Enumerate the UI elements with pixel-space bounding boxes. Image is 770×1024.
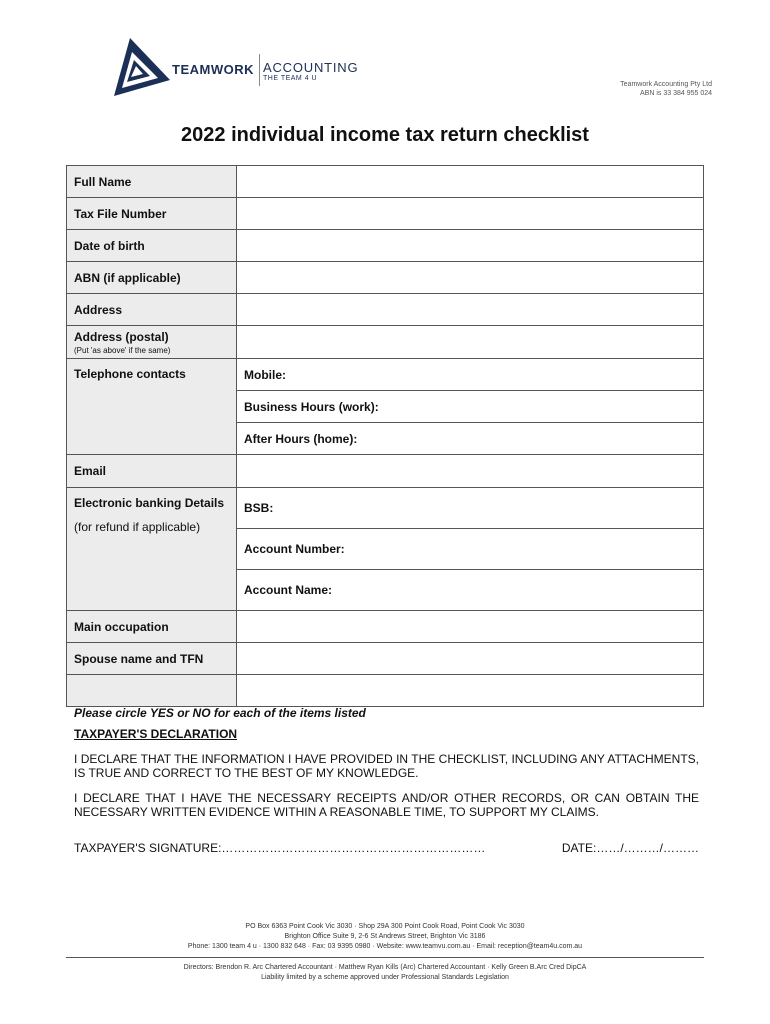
date-field[interactable]: DATE:……/………/……… (561, 841, 699, 855)
company-abn: ABN is 33 384 955 024 (640, 90, 712, 97)
banking-note: (for refund if applicable) (74, 520, 201, 534)
mobile-field[interactable]: Mobile: (237, 359, 704, 391)
tfn-label: Tax File Number (67, 198, 237, 230)
bsb-field[interactable]: BSB: (237, 488, 704, 529)
triangle-logo-icon (112, 36, 172, 100)
table-row (67, 643, 704, 675)
signature-field[interactable]: TAXPAYER'S SIGNATURE:………………………………………………………… (74, 841, 486, 855)
dob-field[interactable] (237, 230, 704, 262)
email-field[interactable] (237, 455, 704, 488)
table-row (67, 611, 704, 643)
logo-divider (259, 54, 260, 86)
declaration-heading: TAXPAYER'S DECLARATION (74, 727, 238, 741)
tfn-field[interactable] (237, 198, 704, 230)
spouse-field[interactable] (237, 643, 704, 675)
page-title: 2022 individual income tax return checklist (181, 124, 589, 146)
table-row (67, 294, 704, 326)
postal-address-field[interactable] (237, 326, 704, 359)
table-row (67, 262, 704, 294)
full-name-label: Full Name (67, 166, 237, 198)
table-row (67, 675, 704, 707)
declaration-paragraph-1: I DECLARE THAT THE INFORMATION I HAVE PROVIDED IN THE CHECKLIST, INCLUDING ANY ATTACHMENTS, IS TRUE AND CORRECT TO THE BEST OF MY KNOWLEDGE. (74, 752, 699, 780)
telephone-label: Telephone contacts (67, 359, 237, 455)
table-row (67, 326, 704, 359)
company-logo (112, 36, 362, 100)
table-row (67, 488, 704, 529)
brand-tagline: THE TEAM 4 U (263, 75, 318, 82)
email-label: Email (67, 455, 237, 488)
banking-title: Electronic banking Details (74, 496, 225, 510)
after-hours-field[interactable]: After Hours (home): (237, 423, 704, 455)
footer-divider (66, 957, 704, 958)
brand-primary: TEAMWORK (172, 62, 254, 77)
signature-line (74, 841, 699, 855)
table-row (67, 230, 704, 262)
page-footer (66, 922, 704, 983)
brand-secondary: ACCOUNTING (263, 60, 359, 75)
footer-liability: Liability limited by a scheme approved under Professional Standards Legislation (261, 974, 509, 981)
dob-label: Date of birth (67, 230, 237, 262)
blank-field[interactable] (237, 675, 704, 707)
company-name: Teamwork Accounting Pty Ltd (620, 81, 712, 88)
declaration-paragraph-2: I DECLARE THAT I HAVE THE NECESSARY RECEIPTS AND/OR OTHER RECORDS, OR CAN OBTAIN THE NECESSARY WRITTEN EVIDENCE WITHIN A REASONABLE TIME, TO SUPPORT MY CLAIMS. (74, 791, 699, 819)
table-row (67, 455, 704, 488)
banking-label (67, 488, 237, 611)
declaration-section (74, 706, 699, 855)
footer-address-1: PO Box 6363 Point Cook Vic 3030 · Shop 29A 300 Point Cook Road, Point Cook Vic 3030 (245, 923, 525, 930)
table-row (67, 166, 704, 198)
circle-instruction: Please circle YES or NO for each of the items listed (74, 706, 366, 720)
taxpayer-details-table (66, 165, 704, 707)
address-label: Address (67, 294, 237, 326)
business-hours-field[interactable]: Business Hours (work): (237, 391, 704, 423)
spouse-label: Spouse name and TFN (67, 643, 237, 675)
abn-label: ABN (if applicable) (67, 262, 237, 294)
account-name-field[interactable]: Account Name: (237, 570, 704, 611)
table-row (67, 198, 704, 230)
address-field[interactable] (237, 294, 704, 326)
postal-address-note: (Put 'as above' if the same) (74, 345, 171, 355)
occupation-label: Main occupation (67, 611, 237, 643)
occupation-field[interactable] (237, 611, 704, 643)
account-number-field[interactable]: Account Number: (237, 529, 704, 570)
footer-directors: Directors: Brendon R. Arc Chartered Accountant · Matthew Ryan Kills (Arc) Chartered Accountant · Kelly Green B.Arc Cred DipCA (183, 964, 587, 971)
postal-address-label (67, 326, 237, 359)
table-row (67, 359, 704, 391)
full-name-field[interactable] (237, 166, 704, 198)
footer-address-2: Brighton Office Suite 9, 2-6 St Andrews Street, Brighton Vic 3186 (284, 933, 486, 940)
blank-label (67, 675, 237, 707)
abn-field[interactable] (237, 262, 704, 294)
postal-address-title: Address (postal) (74, 329, 169, 344)
company-info (620, 80, 712, 98)
footer-contact: Phone: 1300 team 4 u · 1300 832 648 · Fax: 03 9395 0980 · Website: www.teamvu.com.au · Email: reception@team4u.com.au (187, 943, 583, 950)
